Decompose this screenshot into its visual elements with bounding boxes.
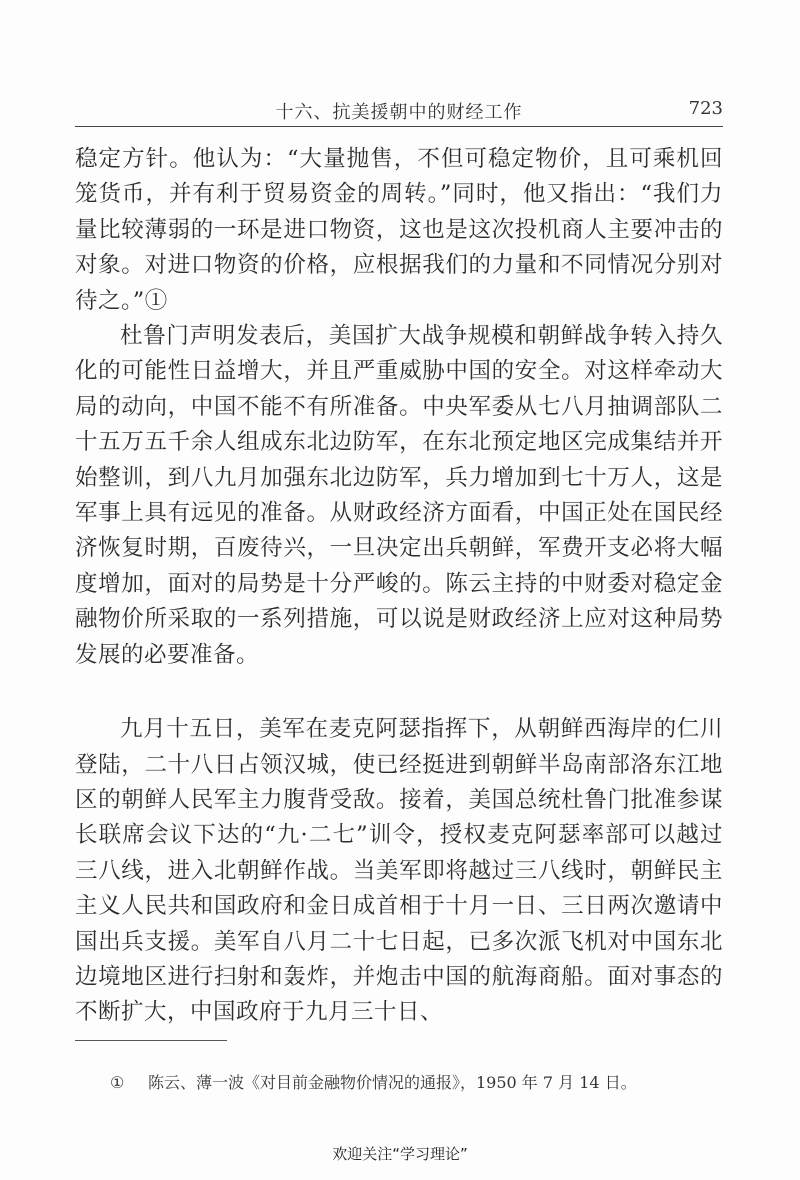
body-text: [75, 142, 723, 1031]
footnote-rule: [75, 1040, 227, 1041]
header-rule: [75, 126, 723, 127]
paragraph-spacer: [75, 673, 723, 712]
footnote-mark: ①: [110, 1073, 125, 1092]
paragraph: 杜鲁门声明发表后，美国扩大战争规模和朝鲜战争转入持久化的可能性日益增大，并且严重威胁中国的安全。对这样牵动大局的动向，中国不能不有所准备。中央军委从七八月抽调部队二十五万五千余人组成东北边防军，在东北预定地区完成集结并开始整训，到八九月加强东北边防军，兵力增加到七十万人，这是军事上具有远见的准备。从财政经济方面看，中国正处在国民经济恢复时期，百废待兴，一旦决定出兵朝鲜，军费开支必将大幅度增加，面对的局势是十分严峻的。陈云主持的中财委对稳定金融物价所采取的一系列措施，可以说是财政经济上应对这种局势发展的必要准备。: [75, 323, 723, 668]
footnote-text: 陈云、薄一波《对目前金融物价情况的通报》，1950 年 7 月 14 日。: [148, 1073, 637, 1092]
footer-note: 欢迎关注“学习理论”: [332, 1145, 468, 1163]
paragraph: 九月十五日，美军在麦克阿瑟指挥下，从朝鲜西海岸的仁川登陆，二十八日占领汉城，使已经挺进到朝鲜半岛南部洛东江地区的朝鲜人民军主力腹背受敌。接着，美国总统杜鲁门批准参谋长联席会议下达的“九·二七”训令，授权麦克阿瑟率部可以越过三八线，进入北朝鲜作战。当美军即将越过三八线时，朝鲜民主主义人民共和国政府和金日成首相于十月一日、三日两次邀请中国出兵支援。美军自八月二十七日起，已多次派飞机对中国东北边境地区进行扫射和轰炸，并炮击中国的航海商船。面对事态的不断扩大，中国政府于九月三十日、: [75, 716, 723, 1026]
running-head: [75, 94, 723, 126]
page-number: 723: [688, 98, 723, 119]
running-title: 十六、抗美援朝中的财经工作: [275, 102, 523, 123]
paragraph-continued: 稳定方针。他认为：“大量抛售，不但可稳定物价，且可乘机回笼货币，并有利于贸易资金的周转。”同时，他又指出：“我们力量比较薄弱的一环是进口物资，这也是这次投机商人主要冲击的对象。对进口物资的价格，应根据我们的力量和不同情况分别对待之。”①: [75, 146, 723, 314]
footnote: [110, 1070, 730, 1093]
